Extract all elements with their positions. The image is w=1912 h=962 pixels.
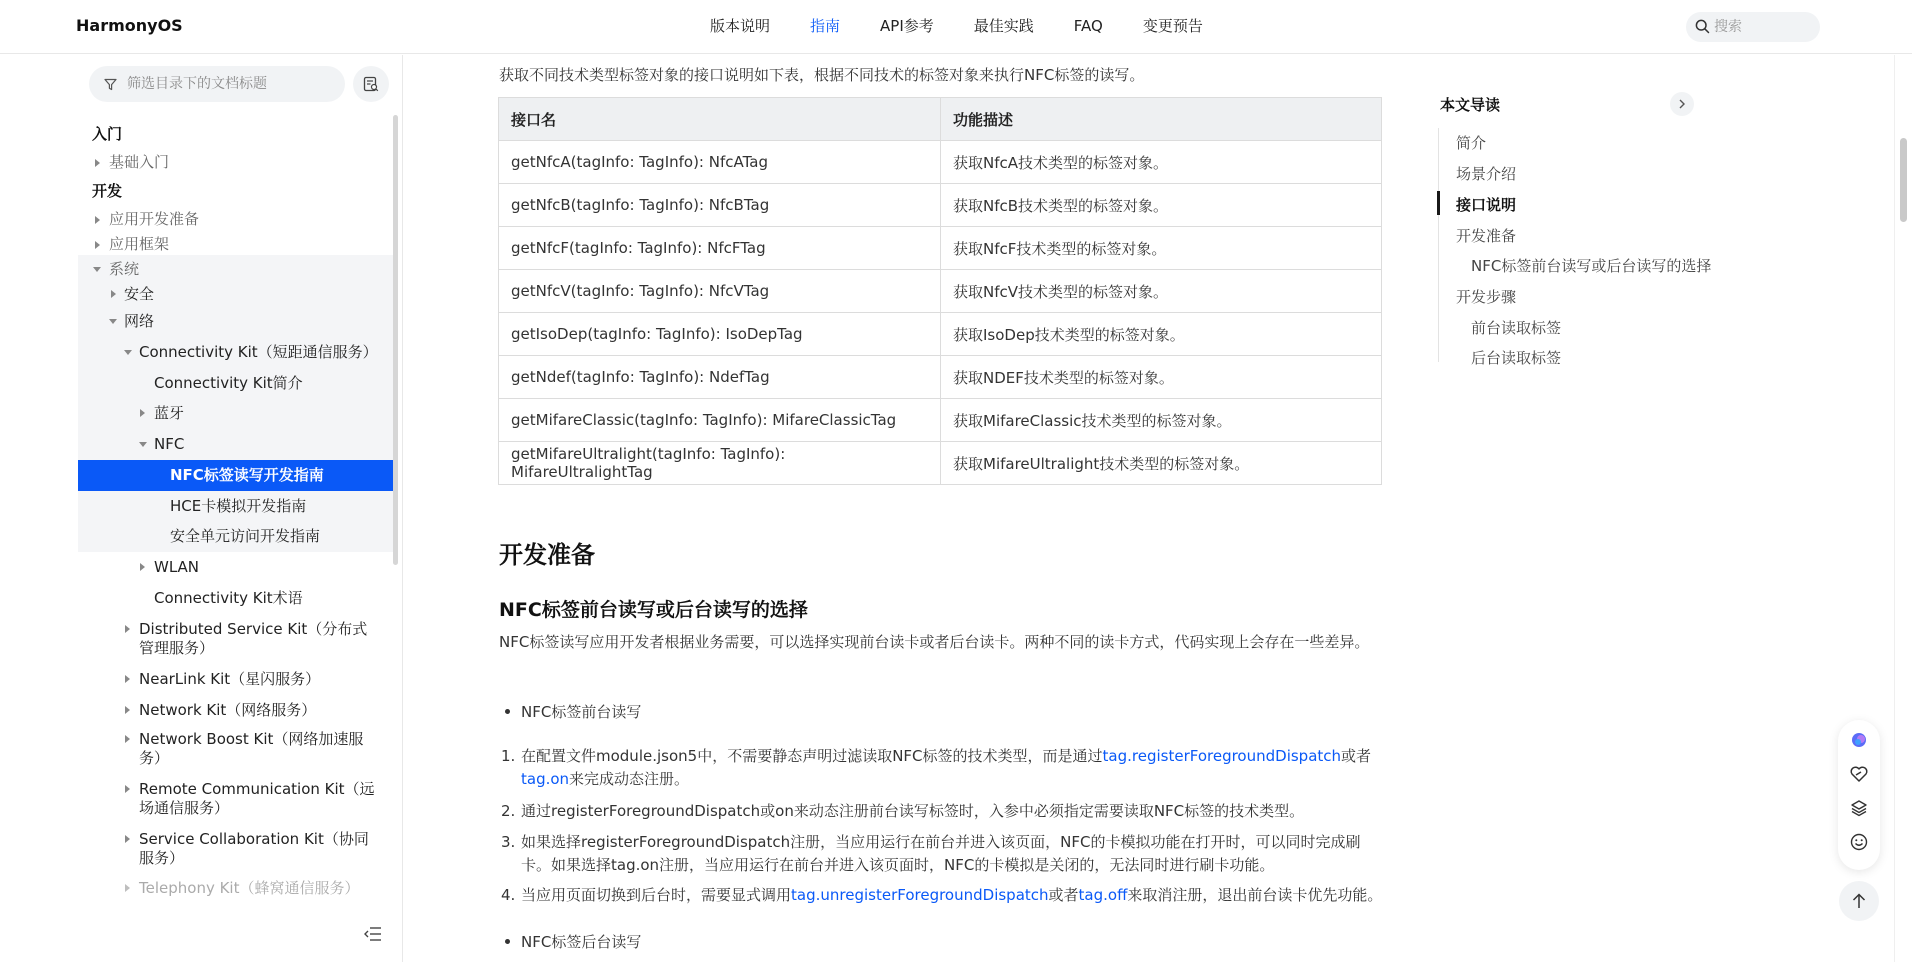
toc-item-scenarios[interactable]: 场景介绍 — [1456, 165, 1517, 183]
tree-item-network-boost-kit[interactable]: Network Boost Kit（网络加速服务） — [78, 730, 395, 768]
sidebar-scrollbar[interactable] — [393, 115, 398, 565]
tree-item-security[interactable]: 安全 — [78, 281, 395, 306]
layers-icon[interactable] — [1849, 798, 1869, 818]
chevron-right-icon — [111, 290, 116, 298]
table-cell-interface: getNfcV(tagInfo: TagInfo): NfcVTag — [499, 270, 941, 313]
tree-item-distributed-service-kit[interactable]: Distributed Service Kit（分布式管理服务） — [78, 620, 395, 658]
table-row — [499, 141, 1382, 184]
bullet-background: NFC标签后台读写 — [521, 933, 642, 951]
filter-icon — [104, 77, 117, 95]
toc-item-api[interactable]: 接口说明 — [1456, 196, 1517, 214]
table-cell-description: 获取NfcA技术类型的标签对象。 — [941, 141, 1382, 184]
table-cell-description: 获取MifareUltralight技术类型的标签对象。 — [941, 442, 1382, 485]
assistant-icon[interactable] — [1849, 730, 1869, 750]
tree-item-bluetooth[interactable]: 蓝牙 — [78, 398, 395, 429]
table-row — [499, 399, 1382, 442]
tree-item-service-collaboration-kit[interactable]: Service Collaboration Kit（协同服务） — [78, 830, 395, 868]
tree-item-nfc[interactable]: NFC — [78, 429, 395, 460]
chevron-right-icon — [125, 835, 130, 843]
table-cell-interface: getNfcF(tagInfo: TagInfo): NfcFTag — [499, 227, 941, 270]
tree-item-getting-started[interactable]: 入门 — [92, 125, 123, 143]
ordered-item-4: 4. 当应用页面切换到后台时，需要显式调用tag.unregisterForegroundDispatch或者tag.off来取消注册，退出前台读卡优先功能。 — [501, 886, 1383, 904]
toc-item-preparation[interactable]: 开发准备 — [1456, 227, 1517, 245]
table-header-description: 功能描述 — [941, 98, 1382, 141]
filter-input[interactable] — [127, 66, 337, 102]
toc-active-marker — [1437, 191, 1440, 215]
nav-best-practices[interactable]: 最佳实践 — [973, 17, 1034, 35]
chevron-right-icon — [125, 706, 130, 714]
table-header-interface: 接口名 — [499, 98, 941, 141]
table-cell-interface: getNdef(tagInfo: TagInfo): NdefTag — [499, 356, 941, 399]
intro-text: 获取不同技术类型标签对象的接口说明如下表，根据不同技术的标签对象来执行NFC标签的读写。 — [499, 66, 1145, 84]
chevron-right-icon — [95, 159, 100, 167]
table-cell-interface: getNfcA(tagInfo: TagInfo): NfcATag — [499, 141, 941, 184]
filter-box[interactable] — [89, 66, 345, 102]
chevron-down-icon — [109, 319, 117, 324]
table-cell-interface: getMifareUltralight(tagInfo: TagInfo): MifareUltralightTag — [499, 442, 941, 485]
subsection-heading: NFC标签前台读写或后台读写的选择 — [499, 599, 808, 621]
table-row — [499, 356, 1382, 399]
table-row — [499, 442, 1382, 485]
search-icon — [1695, 19, 1710, 38]
table-row — [499, 313, 1382, 356]
page-scrollbar[interactable] — [1900, 138, 1907, 222]
table-cell-description: 获取NDEF技术类型的标签对象。 — [941, 356, 1382, 399]
table-cell-description: 获取NfcF技术类型的标签对象。 — [941, 227, 1382, 270]
toc-item-fg-read[interactable]: 前台读取标签 — [1471, 319, 1562, 337]
chevron-right-icon — [140, 409, 145, 417]
collapse-sidebar-icon[interactable] — [364, 926, 382, 946]
table-cell-interface: getMifareClassic(tagInfo: TagInfo): MifareClassicTag — [499, 399, 941, 442]
toc-item-bg-read[interactable]: 后台读取标签 — [1471, 349, 1562, 367]
nav-faq[interactable]: FAQ — [1073, 17, 1103, 35]
search-box[interactable] — [1686, 12, 1820, 42]
ordered-item-3: 3. 如果选择registerForegroundDispatch注册，当应用运行在前台并进入该页面，NFC的卡模拟功能在打开时，可以同时完成刷卡。如果选择tag.on注册，当应用运行在前台并进入该页面时，NFC的卡模拟是关闭的，无法同时进行刷卡功能。 — [501, 833, 1361, 874]
chevron-right-icon — [95, 241, 100, 249]
link-unregister-foreground-dispatch[interactable]: tag.unregisterForegroundDispatch — [791, 886, 1049, 904]
tree-item-system[interactable]: 系统 — [78, 255, 395, 281]
bullet-foreground: NFC标签前台读写 — [521, 703, 642, 721]
nav-change-preview[interactable]: 变更预告 — [1142, 17, 1203, 35]
brand-logo[interactable]: HarmonyOS — [76, 16, 183, 35]
tree-item-connectivity-kit-terms[interactable]: Connectivity Kit术语 — [154, 589, 303, 607]
toc-rail — [1438, 128, 1439, 362]
back-to-top-button[interactable] — [1839, 881, 1879, 921]
toc-title: 本文导读 — [1440, 96, 1501, 114]
doc-search-button[interactable] — [353, 66, 389, 102]
nav-release-notes[interactable]: 版本说明 — [710, 17, 771, 35]
toc-item-steps[interactable]: 开发步骤 — [1456, 288, 1517, 306]
chevron-right-icon — [125, 884, 130, 892]
chevron-right-icon — [1678, 99, 1686, 109]
chevron-right-icon — [125, 625, 130, 633]
tree-item-network[interactable]: 网络 — [78, 306, 395, 337]
toc-collapse-button[interactable] — [1670, 92, 1694, 116]
table-row — [499, 227, 1382, 270]
tree-item-secure-element-guide[interactable]: 安全单元访问开发指南 — [78, 521, 395, 552]
chevron-right-icon — [140, 563, 145, 571]
main-nav — [710, 0, 1243, 54]
table-row — [499, 270, 1382, 313]
feedback-icon[interactable] — [1849, 764, 1869, 784]
body-paragraph: NFC标签读写应用开发者根据业务需要，可以选择实现前台读卡或者后台读卡。两种不同的读卡方式，代码实现上会存在一些差异。 — [499, 633, 1370, 651]
nav-api-reference[interactable]: API参考 — [880, 17, 934, 35]
chevron-down-icon — [139, 442, 147, 447]
left-sidebar — [0, 55, 403, 962]
tree-item-basics[interactable]: 基础入门 — [78, 153, 395, 172]
table-header-row — [499, 98, 1382, 141]
table-cell-interface: getIsoDep(tagInfo: TagInfo): IsoDepTag — [499, 313, 941, 356]
tree-item-nfc-tag-guide[interactable]: NFC标签读写开发指南 — [78, 460, 395, 491]
link-register-foreground-dispatch[interactable]: tag.registerForegroundDispatch — [1102, 747, 1342, 765]
table-cell-description: 获取NfcV技术类型的标签对象。 — [941, 270, 1382, 313]
table-cell-description: 获取MifareClassic技术类型的标签对象。 — [941, 399, 1382, 442]
api-table — [498, 97, 1382, 485]
arrow-up-icon — [1850, 892, 1868, 910]
link-tag-off[interactable]: tag.off — [1078, 886, 1128, 904]
section-heading: 开发准备 — [499, 541, 595, 569]
tree-item-connectivity-kit[interactable]: Connectivity Kit（短距通信服务） — [78, 337, 395, 368]
tree-item-app-framework[interactable]: 应用框架 — [78, 235, 395, 254]
chevron-down-icon — [124, 350, 132, 355]
search-input[interactable] — [1714, 12, 1814, 42]
toc-item-intro[interactable]: 简介 — [1456, 134, 1487, 152]
chevron-right-icon — [95, 216, 100, 224]
chevron-down-icon — [93, 267, 101, 272]
top-navigation-bar — [0, 0, 1912, 54]
chevron-right-icon — [125, 735, 130, 743]
toc-item-fg-bg-choice[interactable]: NFC标签前台读写或后台读写的选择 — [1471, 257, 1712, 275]
table-cell-interface: getNfcB(tagInfo: TagInfo): NfcBTag — [499, 184, 941, 227]
doc-tree — [78, 115, 395, 937]
document-search-icon — [363, 76, 379, 92]
table-row — [499, 184, 1382, 227]
chevron-right-icon — [125, 675, 130, 683]
tree-item-network-kit[interactable]: Network Kit（网络服务） — [78, 701, 395, 720]
floating-toolbar — [1838, 720, 1880, 870]
tree-item-remote-communication-kit[interactable]: Remote Communication Kit（远场通信服务） — [78, 780, 395, 818]
tree-item-develop[interactable]: 开发 — [92, 182, 123, 200]
main-content — [404, 55, 1824, 962]
ordered-item-1: 1. 在配置文件module.json5中，不需要静态声明过滤读取NFC标签的技术类型，而是通过tag.registerForegroundDispatch或者 tag.on来完成动态注册。 — [501, 747, 1372, 788]
ordered-item-2: 2. 通过registerForegroundDispatch或on来动态注册前台读写标签时，入参中必须指定需要读取NFC标签的技术类型。 — [501, 802, 1305, 820]
tree-item-connectivity-kit-intro[interactable]: Connectivity Kit简介 — [78, 368, 395, 398]
tree-item-app-dev-prep[interactable]: 应用开发准备 — [78, 210, 395, 229]
tree-item-wlan[interactable]: WLAN — [78, 558, 395, 577]
tree-item-hce-guide[interactable]: HCE卡模拟开发指南 — [78, 491, 395, 521]
link-tag-on[interactable]: tag.on — [521, 770, 570, 788]
tree-item-telephony-kit[interactable]: Telephony Kit（蜂窝通信服务） — [78, 879, 395, 898]
chevron-right-icon — [125, 785, 130, 793]
table-cell-description: 获取NfcB技术类型的标签对象。 — [941, 184, 1382, 227]
table-cell-description: 获取IsoDep技术类型的标签对象。 — [941, 313, 1382, 356]
smile-icon[interactable] — [1849, 832, 1869, 852]
nav-guide[interactable]: 指南 — [810, 17, 841, 35]
tree-item-nearlink-kit[interactable]: NearLink Kit（星闪服务） — [78, 670, 395, 689]
